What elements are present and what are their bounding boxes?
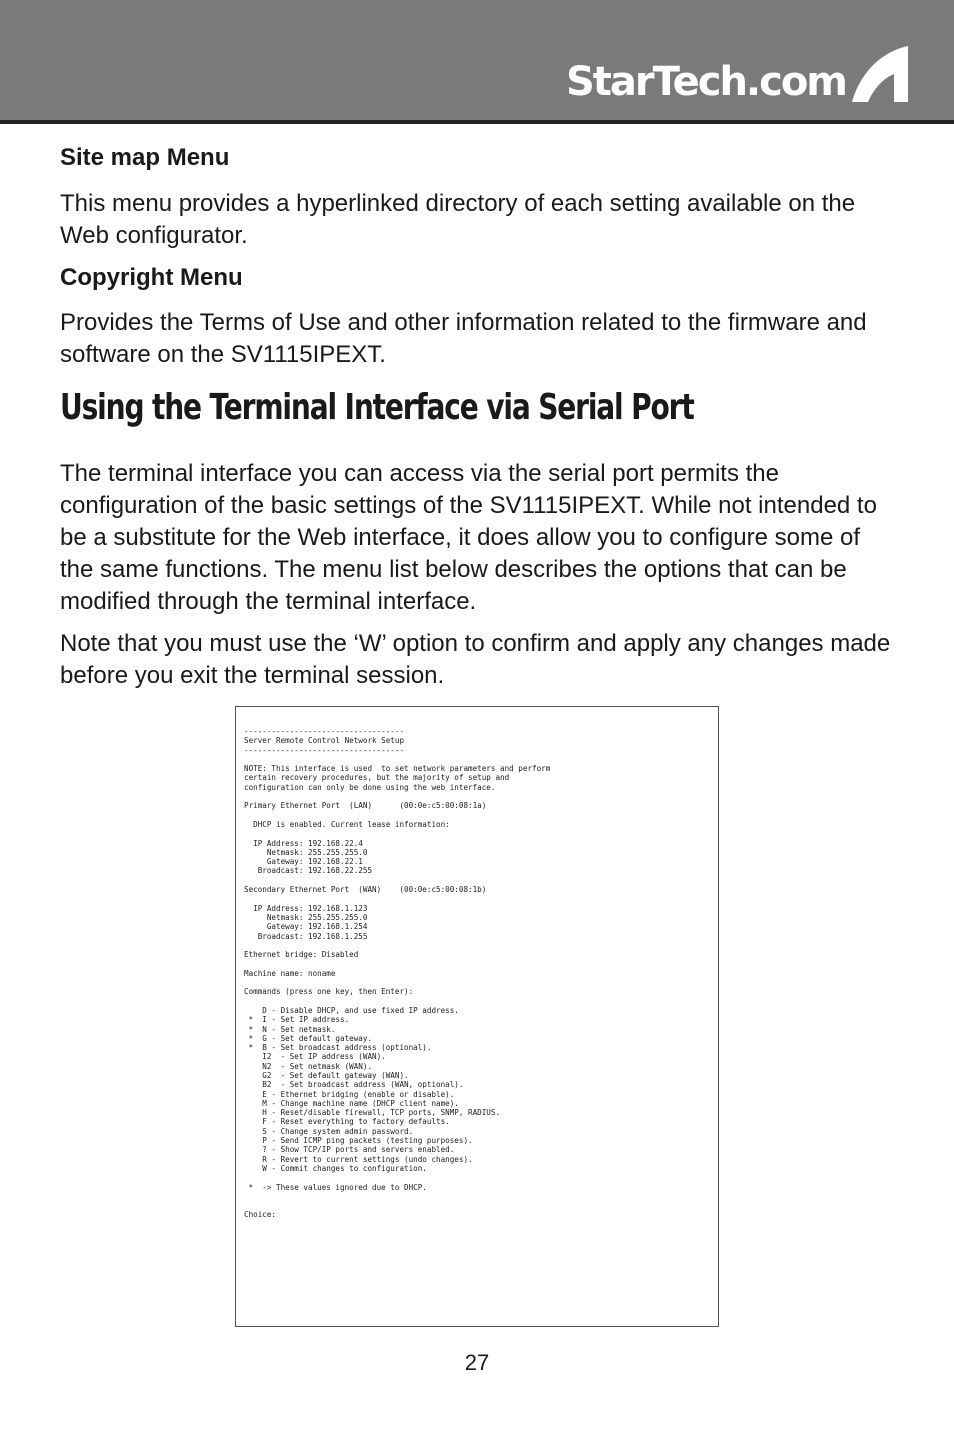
copyright-heading: Copyright Menu (60, 264, 243, 291)
startech-swoosh-icon (850, 44, 910, 104)
site-map-description: This menu provides a hyperlinked directory of each setting available on the Web configurator. (60, 190, 856, 249)
brand-name: StarTech.com (565, 59, 846, 105)
page-number: 27 (464, 1350, 490, 1375)
terminal-screenshot (235, 706, 719, 1327)
startech-logo (566, 44, 910, 104)
terminal-description: The terminal interface you can access via the serial port permits the configuration of the basic settings of the SV1115IPEXT. While not intended to be a substitute for the Web interface, it does allow you to configure some of the same functions. The menu list below describes the options that can be modified through the terminal interface. (60, 460, 877, 615)
note-paragraph: Note that you must use the ‘W’ option to confirm and apply any changes made before you exit the terminal session. (60, 630, 891, 689)
site-map-heading: Site map Menu (60, 144, 230, 171)
page-header (0, 0, 954, 124)
terminal-output: ----------------------------------- Server Remote Control Network Setup ----------------------------------- NOTE: This interface is used to set network parameters and perform certain recovery procedures, but the majority of setup and configuration can only be done using the web interface. Primary Ethernet Port (LAN) (00:0e:c5:00:08:1a) DHCP is enabled. Current lease information: IP Address: 192.168.22.4 Netmask: 255.255.255.0 Gateway: 192.168.22.1 Broadcast: 192.168.22.255 Secondary Ethernet Port (WAN) (00:0e:c5:00:08:1b) IP Address: 192.168.1.123 Netmask: 255.255.255.0 Gateway: 192.168.1.254 Broadcast: 192.168.1.255 Ethernet bridge: Disabled Machine name: noname Commands (press one key, then Enter): D - Disable DHCP, and use fixed IP address. * I - Set IP address. * N - Set netmask. * G - Set default gateway. * B - Set broadcast address (optional). I2 - Set IP address (WAN). N2 - Set netmask (WAN). G2 - Set default gateway (WAN). B2 - Set broadcast address (WAN, optional). E - Ethernet bridging (enable or disable). M - Change machine name (DHCP client name). H - Reset/disable firewall, TCP ports, SNMP, RADIUS. F - Reset everything to factory defaults. S - Change system admin password. P - Send ICMP ping packets (testing purposes). ? - Show TCP/IP ports and servers enabled. R - Revert to current settings (undo changes). W - Commit changes to configuration. * -> These values ignored due to DHCP. Choice: (244, 727, 551, 1220)
copyright-description: Provides the Terms of Use and other information related to the firmware and software on the SV1115IPEXT. (60, 309, 867, 368)
section-heading: Using the Terminal Interface via Serial Port (60, 387, 694, 428)
